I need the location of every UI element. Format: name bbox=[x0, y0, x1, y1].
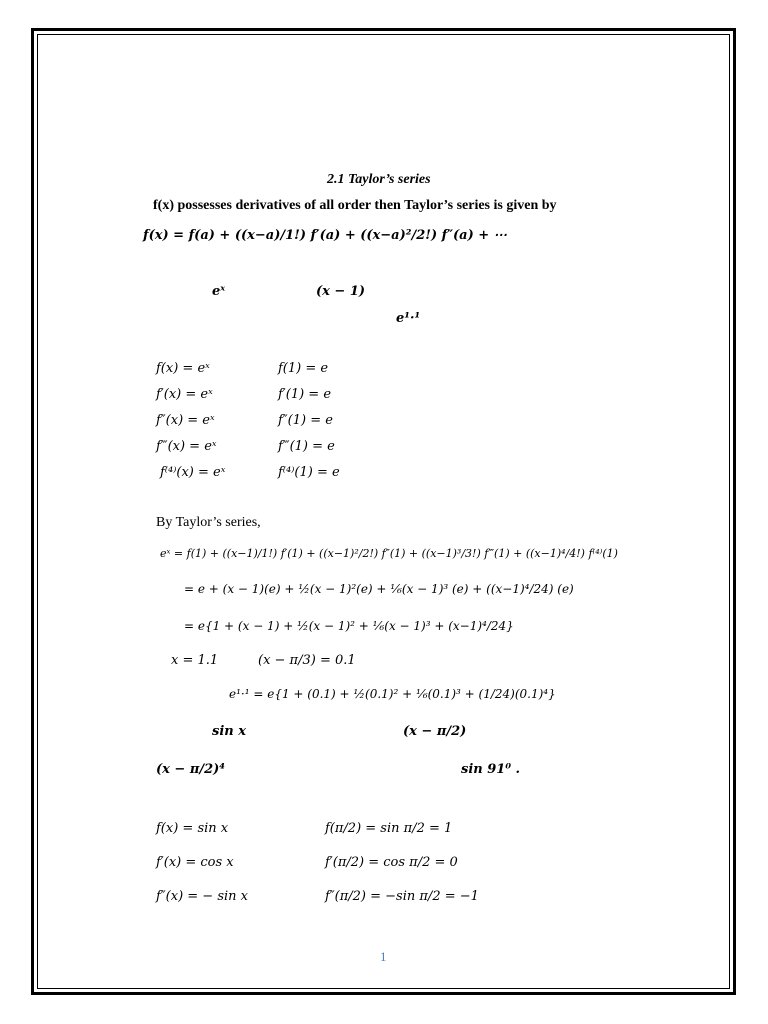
example1-power: (x − 1) bbox=[316, 284, 366, 299]
x-value: x = 1.1 bbox=[171, 653, 219, 668]
by-taylor-label: By Taylor’s series, bbox=[156, 515, 261, 530]
page-number: 1 bbox=[380, 949, 387, 964]
intro-text: f(x) possesses derivatives of all order then Taylor’s series is given by bbox=[153, 198, 557, 213]
sin-derivative-right: f′(π/2) = cos π/2 = 0 bbox=[325, 855, 458, 870]
derivative-right: f(1) = e bbox=[278, 361, 329, 376]
x-shift: (x − π/3) = 0.1 bbox=[258, 653, 356, 668]
derivative-right: f″(1) = e bbox=[278, 413, 333, 428]
sin-derivative-left: f(x) = sin x bbox=[156, 821, 229, 836]
derivative-left: f⁽⁴⁾(x) = eˣ bbox=[160, 465, 226, 480]
series-line-2: = e + (x − 1)(e) + ½(x − 1)²(e) + ⅙(x − 1)³ (e) + ((x−1)⁴/24) (e) bbox=[184, 582, 574, 596]
derivative-left: f‴(x) = eˣ bbox=[156, 439, 217, 454]
derivative-right: f⁽⁴⁾(1) = e bbox=[278, 465, 340, 480]
example1-function: eˣ bbox=[212, 284, 226, 299]
result-line: e¹·¹ = e{1 + (0.1) + ½(0.1)² + ⅙(0.1)³ + (1/24)(0.1)⁴} bbox=[229, 687, 556, 701]
derivative-right: f‴(1) = e bbox=[278, 439, 335, 454]
sin-derivative-right: f″(π/2) = −sin π/2 = −1 bbox=[325, 889, 479, 904]
sin-derivative-left: f′(x) = cos x bbox=[156, 855, 234, 870]
example2-evaluate: sin 91⁰ . bbox=[461, 762, 521, 777]
example2-function: sin x bbox=[212, 724, 246, 739]
general-formula: f(x) = f(a) + ((x−a)/1!) f′(a) + ((x−a)²/2!) f″(a) + ⋯ bbox=[143, 228, 507, 243]
example2-power: (x − π/2) bbox=[403, 724, 467, 739]
example1-evaluate: e¹·¹ bbox=[396, 311, 421, 326]
sin-derivative-right: f(π/2) = sin π/2 = 1 bbox=[325, 821, 453, 836]
sin-derivative-left: f″(x) = − sin x bbox=[156, 889, 248, 904]
derivative-right: f′(1) = e bbox=[278, 387, 332, 402]
section-heading: 2.1 Taylor’s series bbox=[327, 172, 431, 187]
series-line-3: = e{1 + (x − 1) + ½(x − 1)² + ⅙(x − 1)³ + (x−1)⁴/24} bbox=[184, 619, 514, 633]
series-line-1: eˣ = f(1) + ((x−1)/1!) f′(1) + ((x−1)²/2!) f″(1) + ((x−1)³/3!) f‴(1) + ((x−1)⁴/4!) f⁽⁴⁾(1) bbox=[160, 547, 618, 560]
derivative-left: f′(x) = eˣ bbox=[156, 387, 213, 402]
example2-degree: (x − π/2)⁴ bbox=[156, 762, 225, 777]
derivative-left: f(x) = eˣ bbox=[156, 361, 210, 376]
derivative-left: f″(x) = eˣ bbox=[156, 413, 215, 428]
